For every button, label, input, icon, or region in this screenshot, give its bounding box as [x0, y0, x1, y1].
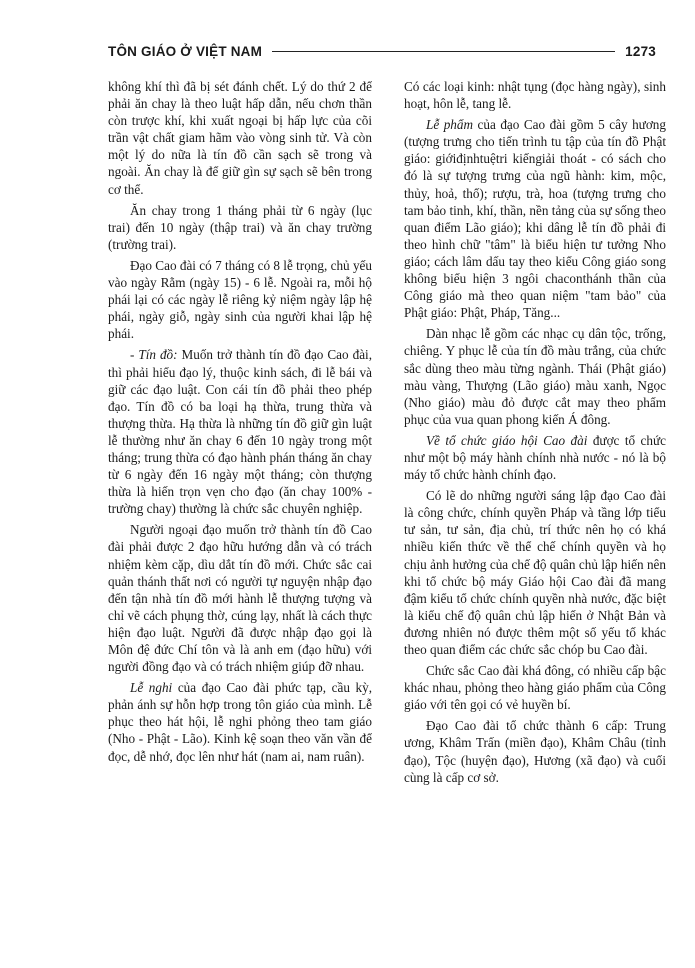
paragraph: Chức sắc Cao đài khá đông, có nhiều cấp bậc khác nhau, phỏng theo hàng giáo phẩm của Công giáo với tên gọi có vẻ huyền bí. [404, 663, 666, 713]
paragraph-text: của đạo Cao đài phức tạp, cầu kỳ, phản ánh sự hỗn hợp trong tôn giáo của mình. Lễ phục theo hát hội, lễ nghi phỏng theo tam giáo (Nho - Phật - Lão). Kinh kệ soạn theo văn vần để đọc, dễ nhớ, đọc lên như hát (nam ai, nam ruân). [108, 680, 373, 764]
paragraph: Ăn chay trong 1 tháng phải từ 6 ngày (lục trai) đến 10 ngày (thập trai) và ăn chay trường (trường trai). [108, 202, 372, 252]
book-title: TÔN GIÁO Ở VIỆT NAM [108, 43, 263, 59]
paragraph: Dàn nhạc lễ gồm các nhạc cụ dân tộc, trống, chiêng. Y phục lễ của tín đồ màu trắng, của chức sắc dùng theo màu từng ngành. Thái (Phật giáo) màu vàng, Thượng (Lão giáo) màu xanh, Ngọc (Nho giáo) màu đỏ được cắt may theo phẩm phục của vua quan phong kiến Á đông. [404, 326, 666, 427]
paragraph: Đạo Cao đài có 7 tháng có 8 lễ trọng, chủ yếu vào ngày Rằm (ngày 15) - 6 lễ. Ngoài ra, mỗi hộ phái lại có các ngày lễ riêng kỷ niệm ngày lập hệ phái, ngày giỗ, ngày sinh của người khai lập hệ phái. [108, 257, 372, 342]
page-number: 1273 [625, 43, 656, 59]
paragraph: không khí thì đã bị sét đánh chết. Lý do thứ 2 để phải ăn chay là theo luật hấp dẫn, nếu chơn thần còn trược khí, khi xuất ngoại bị hấp lực của cõi trần vật chất giam hãm vào vòng sinh tử. Và còn một lý do nữa là tín đồ cần sạch sẽ trong và ngoài. Ăn chay là để giữ gìn sự sạch sẽ bên trong cơ thể. [108, 79, 372, 197]
italic-term: Lễ phẩm [426, 117, 473, 133]
right-column [404, 78, 666, 790]
paragraph [404, 432, 666, 483]
paragraph-text: của đạo Cao đài gồm 5 cây hương (tượng trưng cho tiến trình tu tập của tín đồ Phật giáo: giớiđịnhtuệtri kiếngiải thoát - có sách cho đó là sự tượng trưng của ngũ hành: kim, mộc, thủy, hoả, thổ); rượu, trà, hoa (tượng trưng cho tam bảo tinh, khí, thần, nền tảng của sự sống theo quan điểm Lão giáo); khi dâng lễ tín đồ phải đi theo hình chữ "tâm" là biểu hiện tư tưởng Nho giáo; cách lâm dấu tay theo kiểu Công giáo song không biểu hiện 3 ngôi chaconthánh thần của Công giáo mà theo quan niệm "tam bảo" của Phật giáo: Phật, Pháp, Tăng... [404, 117, 666, 321]
paragraph-text: Muốn trở thành tín đồ đạo Cao đài, thì phải hiểu đạo lý, thuộc kinh sách, đi lễ bái và giữ các đạo luật. Con cái tín đồ phải theo phép đạo. Tín đồ có ba loại hạ thừa, trung thừa và thượng thừa. Hạ thừa là những tín đồ giữ gìn luật lễ thường như ăn chay 6 đến 10 ngày trong một tháng; trung thừa có đạo hành phán tháng ăn chay từ 6 ngày đến 16 ngày một tháng; còn thượng thừa là hiến trọn vẹn cho đạo (ăn chay 100% - trường chay) thường là chức sắc chuyên nghiệp. [108, 347, 373, 517]
paragraph [108, 679, 372, 764]
paragraph [108, 346, 372, 517]
paragraph [404, 116, 666, 321]
paragraph-text: được tổ chức như một bộ máy hành chính nhà nước - nó là bộ máy tổ chức hành chính đạo. [404, 432, 666, 483]
italic-term: Về tổ chức giáo hội Cao đài [426, 432, 588, 448]
paragraph: Có các loại kinh: nhật tụng (đọc hàng ngày), sinh hoạt, hôn lễ, tang lễ. [404, 79, 666, 112]
paragraph: Người ngoại đạo muốn trở thành tín đồ Cao đài phải được 2 đạo hữu hướng dẫn và có trách nhiệm kèm cặp, dìu dắt tín đồ mới. Chức sắc cai quản thánh thất nơi có người tự nguyện nhập đạo đến tận nhà tín đồ mới hành lễ thượng tượng và chỉ vẽ cách phụng thờ, cúng lạy, nhất là cách thực hiện đạo luật. Người đã được nhập đạo gọi là Môn đệ đức Chí tôn và là anh em (đạo hữu) với người đồng đạo và có trách nhiệm giúp đỡ nhau. [108, 522, 372, 675]
italic-term: - Tín đồ: [130, 347, 178, 363]
italic-term: Lễ nghi [130, 680, 173, 696]
running-header [108, 40, 656, 62]
paragraph: Có lẽ do những người sáng lập đạo Cao đài là công chức, chính quyền Pháp và tầng lớp tiểu tư sản, tư sản, địa chủ, trí thức nên họ có khá nhiều kiến thức về thể chế chính quyền và họ chịu ảnh hưởng của chế độ quân chủ lập hiến nên khi tổ chức bộ máy Giáo hội Cao đài đã mang đậm kiểu tổ chức chính quyền nhà nước, đặc biệt là kiểu chế độ quân chủ lập hiến ở Nhật Bản và đương nhiên nó được thêm một số yếu tố khác theo quan điểm các chức sắc chóp bu Cao đài. [404, 488, 666, 657]
left-column [108, 78, 372, 769]
header-rule [272, 51, 615, 52]
paragraph: Đạo Cao đài tổ chức thành 6 cấp: Trung ương, Khâm Trấn (miền đạo), Khâm Châu (tỉnh đạo), Tộc (huyện đạo), Hương (xã đạo) và cuối cùng là cấp cơ sở. [404, 718, 666, 785]
